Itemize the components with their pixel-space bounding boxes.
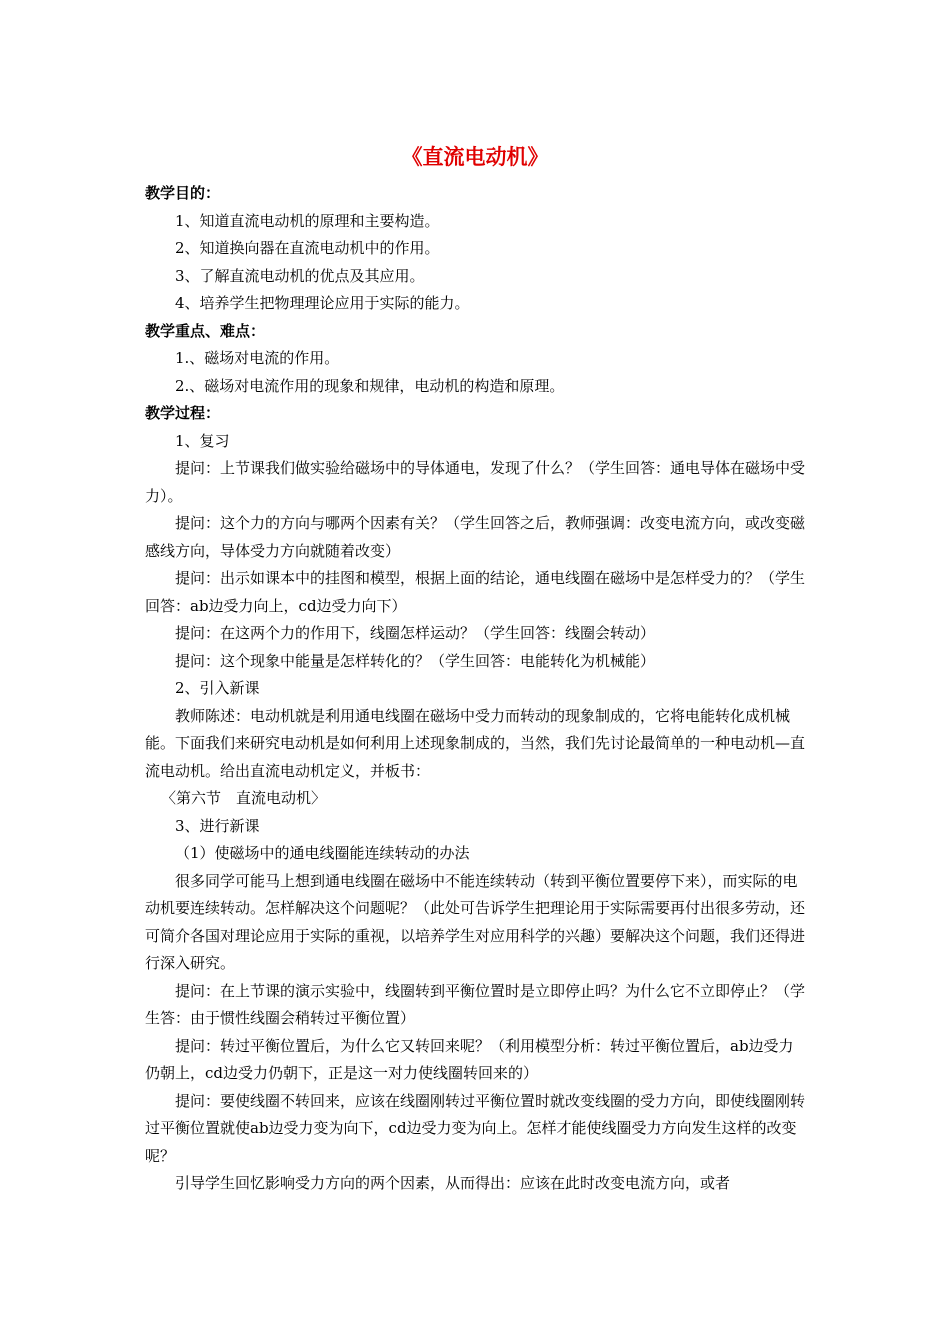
process-heading: 教学过程：	[145, 404, 221, 422]
process-paragraph: 引导学生回忆影响受力方向的两个因素，从而得出：应该在此时改变电流方向，或者	[175, 1174, 731, 1192]
objectives-heading: 教学目的：	[145, 184, 221, 202]
key-point-item: 1.、磁场对电流的作用。	[175, 349, 340, 367]
objective-item: 3、了解直流电动机的优点及其应用。	[175, 266, 425, 285]
process-paragraph: （1）使磁场中的通电线圈能连续转动的办法	[175, 844, 470, 862]
process-paragraph: 教师陈述：电动机就是利用通电线圈在磁场中受力而转动的现象制成的，它将电能转化成机械能。下面我们来研究电动机是如何利用上述现象制成的，当然，我们先讨论最简单的一种电动机—直流电动机。给出直流电动机定义，并板书：	[145, 706, 806, 780]
process-paragraph: 3、进行新课	[175, 816, 260, 835]
process-paragraph: 提问：转过平衡位置后，为什么它又转回来呢？（利用模型分析：转过平衡位置后，ab边受力仍朝上，cd边受力仍朝下，正是这一对力使线圈转回来的）	[145, 1036, 794, 1082]
process-paragraph: 提问：这个力的方向与哪两个因素有关？（学生回答之后，教师强调：改变电流方向，或改变磁感线方向，导体受力方向就随着改变）	[145, 514, 806, 560]
process-paragraph: 提问：在上节课的演示实验中，线圈转到平衡位置时是立即停止吗？为什么它不立即停止？（学生答：由于惯性线圈会稍转过平衡位置）	[145, 981, 806, 1027]
process-paragraph: 提问：在这两个力的作用下，线圈怎样运动？（学生回答：线圈会转动）	[175, 624, 656, 642]
key-points-heading: 教学重点、难点：	[145, 321, 266, 340]
process-paragraph: 很多同学可能马上想到通电线圈在磁场中不能连续转动（转到平衡位置要停下来），而实际的电动机要连续转动。怎样解决这个问题呢？（此处可告诉学生把理论用于实际需要再付出很多劳动，还可简介各国对理论应用于实际的重视，以培养学生对应用科学的兴趣）要解决这个问题，我们还得进行深入研究。	[145, 871, 806, 972]
process-paragraph: 2、引入新课	[175, 679, 260, 697]
key-point-item: 2.、磁场对电流作用的现象和规律，电动机的构造和原理。	[175, 376, 565, 395]
process-paragraph: 提问：上节课我们做实验给磁场中的导体通电，发现了什么？（学生回答：通电导体在磁场中受力）。	[145, 459, 806, 505]
document-title: 《直流电动机》	[401, 145, 549, 169]
process-paragraph: 提问：出示如课本中的挂图和模型，根据上面的结论，通电线圈在磁场中是怎样受力的？（学生回答：ab边受力向上，cd边受力向下）	[145, 569, 806, 615]
document-page	[145, 142, 805, 1198]
objective-item: 1、知道直流电动机的原理和主要构造。	[175, 211, 440, 230]
objective-item: 2、知道换向器在直流电动机中的作用。	[175, 239, 440, 257]
objective-item: 4、培养学生把物理理论应用于实际的能力。	[175, 294, 470, 312]
blackboard-title: 〈第六节 直流电动机〉	[161, 789, 327, 807]
process-paragraph: 1、复习	[175, 431, 230, 450]
process-paragraph: 提问：这个现象中能量是怎样转化的？（学生回答：电能转化为机械能）	[175, 651, 656, 670]
process-paragraph: 提问：要使线圈不转回来，应该在线圈刚转过平衡位置时就改变线圈的受力方向，即使线圈刚转过平衡位置就使ab边受力变为向下，cd边受力变为向上。怎样才能使线圈受力方向发生这样的改变呢？	[145, 1091, 806, 1165]
